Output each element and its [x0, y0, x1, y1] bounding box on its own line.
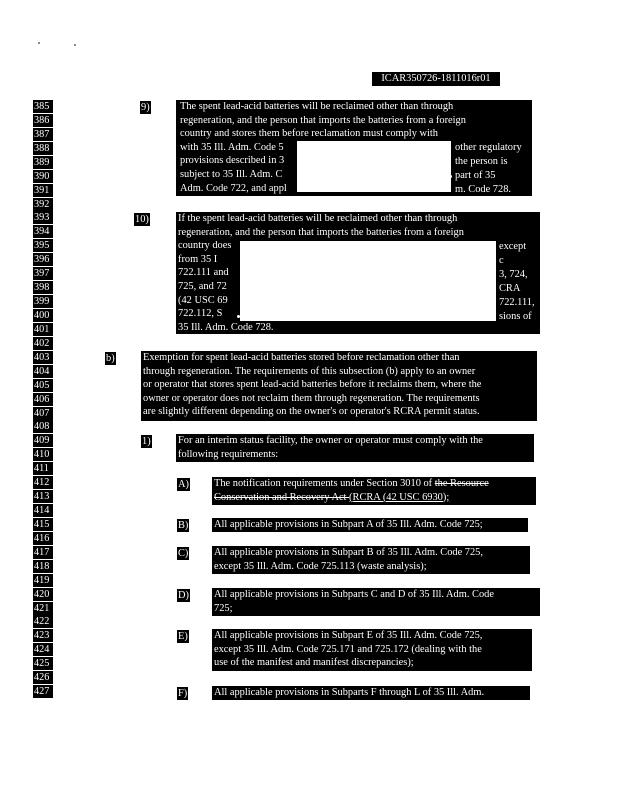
- text-run: The notification requirements under Section 3010 of: [214, 478, 435, 489]
- line-number: 397: [33, 267, 53, 280]
- paragraph-line: subject to 35 Ill. Adm. C: [180, 168, 283, 180]
- item-B-text: [212, 518, 528, 532]
- scan-speck: [74, 44, 76, 46]
- struck-text: Conservation and Recovery Act: [214, 491, 350, 503]
- line-number: 414: [33, 504, 53, 517]
- paragraph-line: use of the manifest and manifest discrepancies);: [214, 657, 414, 669]
- line-number: 385: [33, 100, 53, 113]
- scan-speck: [38, 42, 40, 44]
- paragraph-line: country and stores them before reclamation must comply with: [180, 128, 438, 140]
- paragraph-line: For an interim status facility, the owner or operator must comply with the: [178, 435, 483, 446]
- line-number: 415: [33, 518, 53, 531]
- item-label-C: C): [178, 548, 189, 559]
- paragraph-line: Exemption for spent lead-acid batteries stored before reclamation other than: [143, 352, 460, 363]
- subsection-label-b: b): [106, 353, 115, 364]
- line-number: 404: [33, 365, 53, 378]
- paragraph-10-right-fragment: CRA: [499, 282, 538, 295]
- struck-text: the Resource: [434, 478, 489, 489]
- paragraph-9-right-fragment: the person is: [455, 155, 528, 168]
- paragraph-9-right-fragment: other regulatory: [455, 141, 528, 154]
- item-label-E: E): [178, 631, 188, 642]
- paragraph-line: following requirements:: [178, 448, 279, 460]
- line-number: 422: [33, 615, 53, 628]
- paragraph-line: All applicable provisions in Subpart E of 35 Ill. Adm. Code 725,: [214, 630, 483, 641]
- redaction-dot: [449, 175, 452, 178]
- document-header-id: ICAR350726-1811016r01: [372, 72, 500, 86]
- line-number: 423: [33, 629, 53, 642]
- line-number: 396: [33, 253, 53, 266]
- paragraph-line: (42 USC 69: [178, 294, 228, 306]
- item-A-text: [212, 477, 536, 505]
- line-number: 390: [33, 170, 53, 183]
- item-label-A: A): [178, 479, 189, 490]
- paragraph-line: [214, 477, 536, 491]
- line-number: 392: [33, 198, 53, 211]
- redaction-dot: [459, 315, 462, 318]
- item-label-D: D): [178, 590, 189, 601]
- paragraph-line: through regeneration. The requirements of this subsection (b) apply to an owner: [143, 365, 476, 377]
- line-number: 419: [33, 574, 53, 587]
- paragraph-line: 725, and 72: [178, 280, 227, 292]
- line-number: 427: [33, 685, 53, 698]
- line-number: 417: [33, 546, 53, 559]
- paragraph-line: 35 Ill. Adm. Code 728.: [178, 321, 274, 333]
- line-number: 395: [33, 239, 53, 252]
- paragraph-line: All applicable provisions in Subparts F through L of 35 Ill. Adm.: [214, 687, 485, 698]
- line-number: 426: [33, 671, 53, 684]
- line-number: 412: [33, 476, 53, 489]
- line-number: 388: [33, 142, 53, 155]
- paragraph-10-right-fragment: sions of: [499, 310, 538, 323]
- line-number: 386: [33, 114, 53, 127]
- item-C-text: [212, 546, 530, 574]
- paragraph-line: 722.112, S: [178, 308, 223, 320]
- line-number: 410: [33, 448, 53, 461]
- item-E-text: [212, 629, 532, 671]
- paragraph-line: All applicable provisions in Subpart B of 35 Ill. Adm. Code 725,: [214, 547, 483, 558]
- paragraph-line: [214, 491, 536, 505]
- redaction-dot: [237, 315, 240, 318]
- line-number: 403: [33, 351, 53, 364]
- line-number: 411: [33, 462, 53, 475]
- paragraph-line: 722.111 and: [178, 267, 229, 279]
- paragraph-line: regeneration, and the person that imports the batteries from a foreign: [180, 114, 466, 126]
- item-1-text: [176, 434, 534, 462]
- paragraph-10-right-fragment: c: [499, 254, 538, 267]
- paragraph-line: The spent lead-acid batteries will be reclaimed other than through: [180, 101, 454, 112]
- line-number: 402: [33, 337, 53, 350]
- line-number: 416: [33, 532, 53, 545]
- paragraph-line: All applicable provisions in Subpart A of 35 Ill. Adm. Code 725;: [214, 519, 483, 530]
- paragraph-9-right-fragment: part of 35: [455, 169, 528, 182]
- paragraph-line: except 35 Ill. Adm. Code 725.113 (waste analysis);: [214, 560, 427, 572]
- paragraph-line: except 35 Ill. Adm. Code 725.171 and 725.172 (dealing with the: [214, 643, 482, 655]
- line-number: 408: [33, 420, 53, 433]
- line-number: 420: [33, 588, 53, 601]
- paragraph-line: from 35 I: [178, 253, 218, 265]
- item-label-1: 1): [142, 436, 151, 447]
- paragraph-line: are slightly different depending on the owner's or operator's RCRA permit status.: [143, 406, 480, 418]
- subsection-b-text: [141, 351, 537, 421]
- paragraph-line: If the spent lead-acid batteries will be reclaimed other than through: [178, 213, 458, 224]
- paragraph-9-right-fragment: m. Code 728.: [455, 183, 528, 196]
- paragraph-10-right-fragment: 722.111,: [499, 296, 538, 309]
- line-number: 389: [33, 156, 53, 169]
- line-number: 394: [33, 225, 53, 238]
- paragraph-line: owner or operator does not reclaim them through regeneration. The requirements: [143, 392, 480, 404]
- item-D-text: [212, 588, 540, 616]
- line-number: 399: [33, 295, 53, 308]
- item-label-B: B): [178, 520, 189, 531]
- line-number: 407: [33, 407, 53, 420]
- line-number: 405: [33, 379, 53, 392]
- line-number: 413: [33, 490, 53, 503]
- line-number: 387: [33, 128, 53, 141]
- paragraph-line: Adm. Code 722, and appl: [180, 182, 287, 194]
- line-number: 425: [33, 657, 53, 670]
- line-number: 391: [33, 184, 53, 197]
- paragraph-line: All applicable provisions in Subparts C and D of 35 Ill. Adm. Code: [214, 589, 494, 600]
- line-number: 401: [33, 323, 53, 336]
- paragraph-10-right-fragment: 3, 724,: [499, 268, 538, 281]
- line-number: 421: [33, 602, 53, 615]
- redaction-box: [240, 241, 496, 321]
- paragraph-10-right-fragment: except: [499, 240, 538, 253]
- line-number: 418: [33, 560, 53, 573]
- item-F-text: [212, 686, 530, 700]
- line-number: 409: [33, 434, 53, 447]
- item-label-9: 9): [141, 102, 150, 113]
- paragraph-line: country does: [178, 240, 232, 252]
- paragraph-line: regeneration, and the person that imports the batteries from a foreign: [178, 226, 464, 238]
- item-label-F: F): [178, 688, 188, 699]
- line-number: 424: [33, 643, 53, 656]
- paragraph-line: 725;: [214, 602, 233, 614]
- line-number: 400: [33, 309, 53, 322]
- paragraph-line: provisions described in 3: [180, 155, 285, 167]
- redaction-dot: [316, 188, 319, 191]
- paragraph-line: with 35 Ill. Adm. Code 5: [180, 141, 284, 153]
- paragraph-line: or operator that stores spent lead-acid batteries before it reclaims them, where the: [143, 379, 482, 391]
- line-number: 393: [33, 211, 53, 224]
- line-number: 406: [33, 393, 53, 406]
- item-label-10: 10): [135, 214, 149, 225]
- line-number: 398: [33, 281, 53, 294]
- underlined-text: (RCRA (42 USC 6930);: [349, 491, 450, 503]
- redaction-box: [297, 141, 451, 192]
